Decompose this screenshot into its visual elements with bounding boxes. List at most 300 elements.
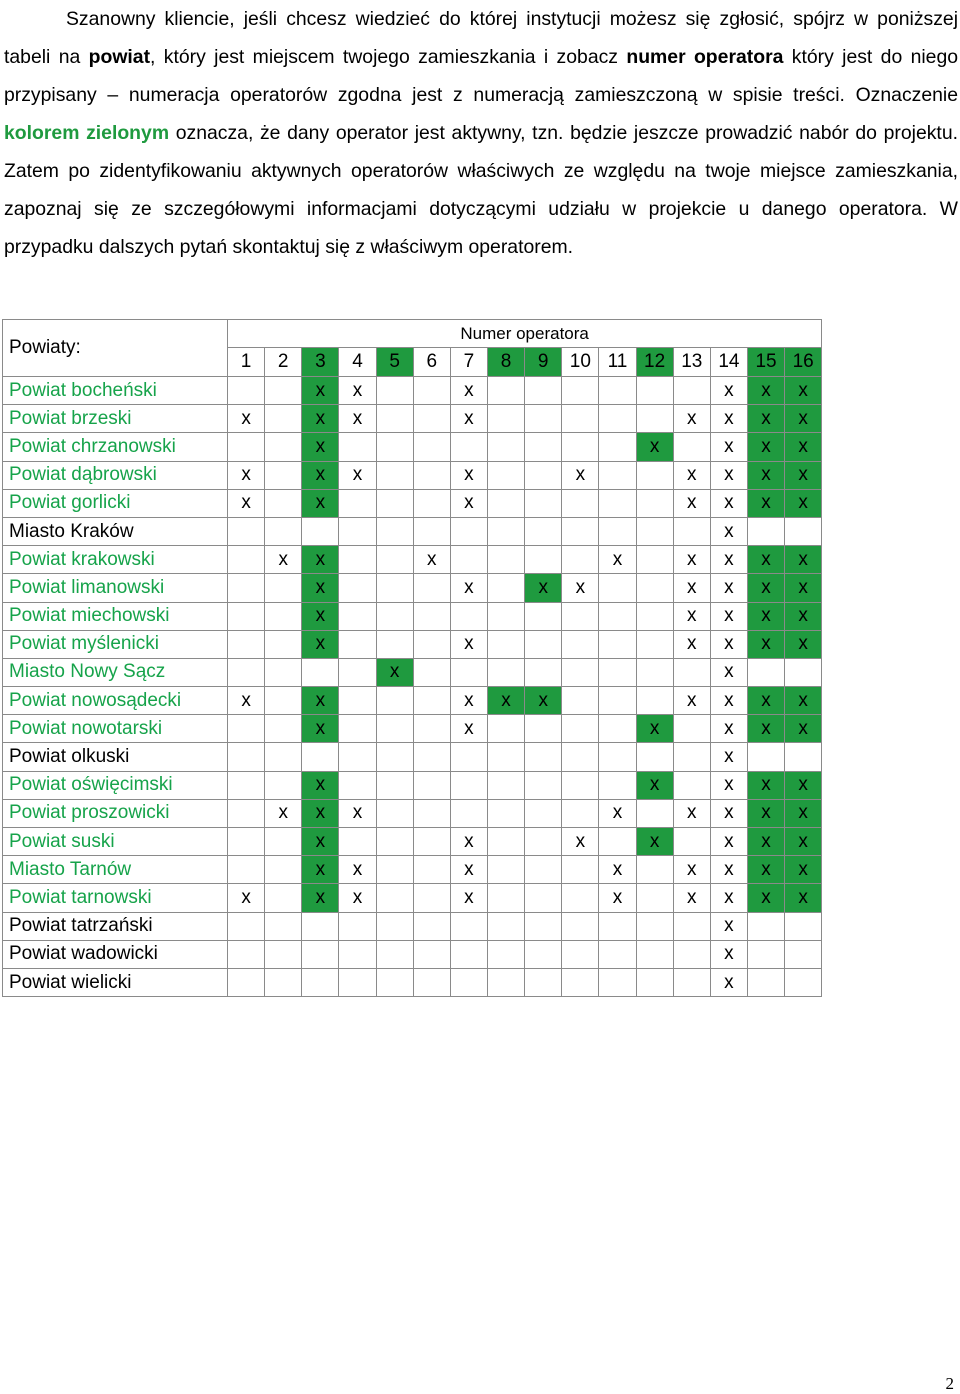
empty-cell: [562, 856, 599, 884]
intro-bold-operator: numer operatora: [626, 46, 784, 68]
empty-cell: [228, 517, 265, 545]
empty-cell: [636, 799, 673, 827]
empty-cell: [636, 884, 673, 912]
operator-number-6: 6: [413, 348, 450, 377]
operator-mark: x: [710, 884, 747, 912]
empty-cell: [562, 799, 599, 827]
empty-cell: [487, 546, 524, 574]
page-number: 2: [945, 1374, 954, 1393]
empty-cell: [599, 433, 636, 461]
table-row: [3, 912, 822, 940]
operator-number-12: 12: [636, 348, 673, 377]
empty-cell: [599, 574, 636, 602]
operator-number-8: 8: [487, 348, 524, 377]
operator-mark: x: [710, 517, 747, 545]
empty-cell: [228, 940, 265, 968]
operator-mark: x: [376, 658, 413, 686]
operator-mark: x: [599, 799, 636, 827]
empty-cell: [599, 461, 636, 489]
empty-cell: [339, 687, 376, 715]
empty-cell: [413, 856, 450, 884]
empty-cell: [599, 940, 636, 968]
empty-cell: [339, 658, 376, 686]
empty-cell: [525, 546, 562, 574]
empty-cell: [599, 489, 636, 517]
empty-cell: [413, 602, 450, 630]
operator-mark: x: [302, 771, 339, 799]
operator-mark: x: [747, 799, 784, 827]
empty-cell: [265, 433, 302, 461]
operator-mark: x: [710, 405, 747, 433]
operator-mark: x: [785, 489, 822, 517]
operator-mark: x: [673, 687, 710, 715]
operator-mark: x: [785, 630, 822, 658]
district-name: Powiat suski: [3, 828, 228, 856]
operator-number-5: 5: [376, 348, 413, 377]
empty-cell: [599, 377, 636, 405]
table-row: [3, 743, 822, 771]
operator-mark: x: [339, 405, 376, 433]
operator-mark: x: [339, 799, 376, 827]
operator-mark: x: [747, 405, 784, 433]
empty-cell: [413, 630, 450, 658]
operator-mark: x: [785, 771, 822, 799]
district-name: Powiat chrzanowski: [3, 433, 228, 461]
empty-cell: [636, 856, 673, 884]
empty-cell: [265, 771, 302, 799]
operator-mark: x: [673, 546, 710, 574]
table-row: [3, 715, 822, 743]
operator-number-7: 7: [450, 348, 487, 377]
empty-cell: [376, 546, 413, 574]
operator-mark: x: [747, 546, 784, 574]
operator-mark: x: [302, 687, 339, 715]
district-name: Powiat oświęcimski: [3, 771, 228, 799]
empty-cell: [487, 574, 524, 602]
district-name: Powiat brzeski: [3, 405, 228, 433]
empty-cell: [413, 799, 450, 827]
operator-mark: x: [450, 715, 487, 743]
empty-cell: [487, 968, 524, 996]
empty-cell: [487, 630, 524, 658]
operator-mark: x: [710, 489, 747, 517]
empty-cell: [599, 771, 636, 799]
empty-cell: [636, 743, 673, 771]
empty-cell: [636, 517, 673, 545]
table-row: [3, 884, 822, 912]
empty-cell: [228, 828, 265, 856]
empty-cell: [599, 630, 636, 658]
empty-cell: [636, 546, 673, 574]
operator-mark: x: [673, 574, 710, 602]
district-name: Powiat dąbrowski: [3, 461, 228, 489]
operator-mark: x: [450, 377, 487, 405]
district-name: Powiat miechowski: [3, 602, 228, 630]
empty-cell: [265, 489, 302, 517]
empty-cell: [302, 517, 339, 545]
empty-cell: [747, 743, 784, 771]
empty-cell: [785, 968, 822, 996]
empty-cell: [265, 743, 302, 771]
empty-cell: [525, 489, 562, 517]
empty-cell: [636, 489, 673, 517]
empty-cell: [265, 377, 302, 405]
empty-cell: [413, 461, 450, 489]
empty-cell: [673, 517, 710, 545]
empty-cell: [339, 517, 376, 545]
empty-cell: [339, 433, 376, 461]
empty-cell: [487, 912, 524, 940]
district-name: Powiat limanowski: [3, 574, 228, 602]
empty-cell: [562, 546, 599, 574]
operator-mark: x: [785, 799, 822, 827]
empty-cell: [525, 715, 562, 743]
operator-mark: x: [525, 574, 562, 602]
empty-cell: [376, 687, 413, 715]
empty-cell: [302, 658, 339, 686]
empty-cell: [487, 884, 524, 912]
table-row: [3, 461, 822, 489]
table-row: [3, 630, 822, 658]
operator-mark: x: [673, 489, 710, 517]
empty-cell: [673, 940, 710, 968]
operator-mark: x: [673, 602, 710, 630]
operator-mark: x: [747, 687, 784, 715]
operator-mark: x: [747, 433, 784, 461]
empty-cell: [487, 940, 524, 968]
empty-cell: [339, 743, 376, 771]
empty-cell: [487, 828, 524, 856]
empty-cell: [636, 687, 673, 715]
empty-cell: [450, 517, 487, 545]
operator-mark: x: [636, 433, 673, 461]
operator-mark: x: [265, 546, 302, 574]
district-name: Powiat wadowicki: [3, 940, 228, 968]
empty-cell: [599, 715, 636, 743]
empty-cell: [599, 968, 636, 996]
operator-mark: x: [673, 405, 710, 433]
empty-cell: [599, 658, 636, 686]
operator-mark: x: [673, 856, 710, 884]
intro-text-2: , który jest miejscem twojego zamieszkania i zobacz: [150, 46, 618, 68]
empty-cell: [265, 884, 302, 912]
empty-cell: [376, 377, 413, 405]
empty-cell: [265, 828, 302, 856]
empty-cell: [339, 574, 376, 602]
operator-mark: x: [450, 405, 487, 433]
operator-mark: x: [710, 968, 747, 996]
operator-mark: x: [747, 489, 784, 517]
empty-cell: [636, 602, 673, 630]
empty-cell: [525, 405, 562, 433]
empty-cell: [450, 912, 487, 940]
empty-cell: [673, 828, 710, 856]
operator-number-4: 4: [339, 348, 376, 377]
operator-number-2: 2: [265, 348, 302, 377]
empty-cell: [302, 968, 339, 996]
empty-cell: [487, 799, 524, 827]
empty-cell: [599, 687, 636, 715]
empty-cell: [487, 715, 524, 743]
empty-cell: [413, 433, 450, 461]
operator-mark: x: [228, 884, 265, 912]
empty-cell: [265, 940, 302, 968]
district-name: Powiat krakowski: [3, 546, 228, 574]
empty-cell: [450, 602, 487, 630]
district-name: Miasto Tarnów: [3, 856, 228, 884]
empty-cell: [339, 912, 376, 940]
empty-cell: [339, 968, 376, 996]
empty-cell: [228, 912, 265, 940]
district-name: Powiat tatrzański: [3, 912, 228, 940]
operator-mark: x: [785, 433, 822, 461]
operator-mark: x: [785, 405, 822, 433]
empty-cell: [525, 884, 562, 912]
operator-number-9: 9: [525, 348, 562, 377]
operator-mark: x: [487, 687, 524, 715]
empty-cell: [376, 743, 413, 771]
operator-mark: x: [785, 377, 822, 405]
empty-cell: [785, 743, 822, 771]
operator-mark: x: [228, 405, 265, 433]
empty-cell: [562, 377, 599, 405]
district-name: Powiat wielicki: [3, 968, 228, 996]
table-row: [3, 687, 822, 715]
empty-cell: [525, 799, 562, 827]
empty-cell: [450, 433, 487, 461]
operator-mark: x: [747, 856, 784, 884]
empty-cell: [265, 517, 302, 545]
operator-mark: x: [450, 856, 487, 884]
empty-cell: [339, 489, 376, 517]
empty-cell: [302, 940, 339, 968]
operator-mark: x: [228, 461, 265, 489]
empty-cell: [785, 658, 822, 686]
operator-mark: x: [302, 856, 339, 884]
table-row: [3, 856, 822, 884]
table-row: [3, 771, 822, 799]
district-name: Powiat nowosądecki: [3, 687, 228, 715]
operator-mark: x: [710, 771, 747, 799]
empty-cell: [636, 574, 673, 602]
empty-cell: [636, 912, 673, 940]
row-header: Powiaty:: [3, 320, 228, 377]
empty-cell: [265, 602, 302, 630]
empty-cell: [562, 687, 599, 715]
operator-number-14: 14: [710, 348, 747, 377]
empty-cell: [785, 940, 822, 968]
empty-cell: [525, 433, 562, 461]
empty-cell: [339, 630, 376, 658]
operator-mark: x: [785, 884, 822, 912]
empty-cell: [339, 940, 376, 968]
empty-cell: [525, 940, 562, 968]
empty-cell: [339, 715, 376, 743]
empty-cell: [413, 912, 450, 940]
operator-mark: x: [599, 546, 636, 574]
empty-cell: [636, 377, 673, 405]
empty-cell: [525, 377, 562, 405]
empty-cell: [487, 517, 524, 545]
empty-cell: [339, 771, 376, 799]
empty-cell: [562, 884, 599, 912]
empty-cell: [487, 658, 524, 686]
operator-mark: x: [710, 743, 747, 771]
operator-mark: x: [265, 799, 302, 827]
district-name: Miasto Kraków: [3, 517, 228, 545]
empty-cell: [636, 630, 673, 658]
empty-cell: [785, 517, 822, 545]
empty-cell: [636, 940, 673, 968]
operator-number-3: 3: [302, 348, 339, 377]
operator-mark: x: [785, 546, 822, 574]
operator-mark: x: [673, 799, 710, 827]
operator-mark: x: [302, 715, 339, 743]
operator-mark: x: [339, 884, 376, 912]
operator-mark: x: [785, 574, 822, 602]
empty-cell: [562, 715, 599, 743]
operator-mark: x: [785, 856, 822, 884]
empty-cell: [562, 940, 599, 968]
empty-cell: [599, 828, 636, 856]
empty-cell: [376, 489, 413, 517]
empty-cell: [413, 377, 450, 405]
intro-text-1: Szanowny kliencie, jeśli chcesz wiedzieć do której instytucji możesz się zgłosić, spójrz w poniższej tabeli na: [4, 8, 958, 68]
operator-mark: x: [785, 602, 822, 630]
empty-cell: [636, 461, 673, 489]
operator-mark: x: [747, 828, 784, 856]
empty-cell: [265, 574, 302, 602]
operator-header: Numer operatora: [228, 320, 822, 348]
operator-mark: x: [302, 799, 339, 827]
operator-mark: x: [710, 377, 747, 405]
empty-cell: [487, 433, 524, 461]
empty-cell: [525, 630, 562, 658]
empty-cell: [228, 630, 265, 658]
operator-mark: x: [450, 828, 487, 856]
empty-cell: [376, 940, 413, 968]
operator-mark: x: [636, 715, 673, 743]
empty-cell: [228, 856, 265, 884]
empty-cell: [562, 405, 599, 433]
empty-cell: [413, 687, 450, 715]
operator-table: [2, 319, 822, 997]
empty-cell: [228, 574, 265, 602]
operator-number-10: 10: [562, 348, 599, 377]
empty-cell: [487, 771, 524, 799]
empty-cell: [525, 743, 562, 771]
empty-cell: [376, 461, 413, 489]
empty-cell: [413, 658, 450, 686]
operator-number-16: 16: [785, 348, 822, 377]
empty-cell: [265, 856, 302, 884]
intro-text-4: oznacza, że dany operator jest aktywny, tzn. będzie jeszcze prowadzić nabór do projektu. Zatem po zidentyfikowaniu aktywnych operatorów właściwych ze względu na twoje miejsce zamieszkania, zapoznaj się ze szczegółowymi informacjami dotyczącymi udziału w projekcie u danego operatora. W przypadku dalszych pytań skontaktuj się z właściwym operatorem.: [4, 122, 958, 258]
operator-mark: x: [339, 377, 376, 405]
empty-cell: [228, 771, 265, 799]
district-name: Powiat bocheński: [3, 377, 228, 405]
operator-mark: x: [302, 884, 339, 912]
empty-cell: [376, 574, 413, 602]
operator-mark: x: [636, 828, 673, 856]
intro-bold-powiat: powiat: [88, 46, 151, 68]
operator-mark: x: [228, 687, 265, 715]
empty-cell: [413, 771, 450, 799]
table-row: [3, 405, 822, 433]
empty-cell: [450, 771, 487, 799]
operator-mark: x: [710, 658, 747, 686]
empty-cell: [785, 912, 822, 940]
empty-cell: [413, 743, 450, 771]
empty-cell: [265, 687, 302, 715]
table-row: [3, 799, 822, 827]
operator-mark: x: [747, 884, 784, 912]
empty-cell: [413, 715, 450, 743]
empty-cell: [562, 517, 599, 545]
empty-cell: [673, 968, 710, 996]
operator-mark: x: [785, 461, 822, 489]
operator-mark: x: [710, 828, 747, 856]
operator-number-13: 13: [673, 348, 710, 377]
empty-cell: [450, 743, 487, 771]
empty-cell: [450, 968, 487, 996]
table-row: [3, 377, 822, 405]
operator-mark: x: [450, 884, 487, 912]
empty-cell: [673, 912, 710, 940]
empty-cell: [487, 489, 524, 517]
operator-mark: x: [302, 574, 339, 602]
empty-cell: [265, 461, 302, 489]
empty-cell: [265, 968, 302, 996]
operator-mark: x: [710, 630, 747, 658]
table-row: [3, 602, 822, 630]
operator-mark: x: [710, 912, 747, 940]
empty-cell: [413, 405, 450, 433]
operator-mark: x: [673, 630, 710, 658]
operator-mark: x: [747, 574, 784, 602]
empty-cell: [376, 828, 413, 856]
operator-mark: x: [710, 940, 747, 968]
operator-mark: x: [785, 828, 822, 856]
empty-cell: [487, 461, 524, 489]
empty-cell: [673, 658, 710, 686]
empty-cell: [376, 433, 413, 461]
empty-cell: [525, 461, 562, 489]
empty-cell: [228, 433, 265, 461]
operator-mark: x: [673, 884, 710, 912]
operator-mark: x: [562, 574, 599, 602]
operator-mark: x: [747, 377, 784, 405]
empty-cell: [487, 743, 524, 771]
empty-cell: [599, 743, 636, 771]
operator-mark: x: [450, 574, 487, 602]
operator-mark: x: [710, 602, 747, 630]
empty-cell: [673, 771, 710, 799]
table-row: [3, 489, 822, 517]
table-row: [3, 968, 822, 996]
operator-number-15: 15: [747, 348, 784, 377]
operator-mark: x: [747, 771, 784, 799]
operator-mark: x: [599, 856, 636, 884]
empty-cell: [339, 828, 376, 856]
empty-cell: [636, 405, 673, 433]
empty-cell: [413, 489, 450, 517]
district-name: Powiat olkuski: [3, 743, 228, 771]
operator-mark: x: [302, 602, 339, 630]
empty-cell: [413, 517, 450, 545]
empty-cell: [562, 771, 599, 799]
empty-cell: [450, 940, 487, 968]
operator-mark: x: [710, 799, 747, 827]
